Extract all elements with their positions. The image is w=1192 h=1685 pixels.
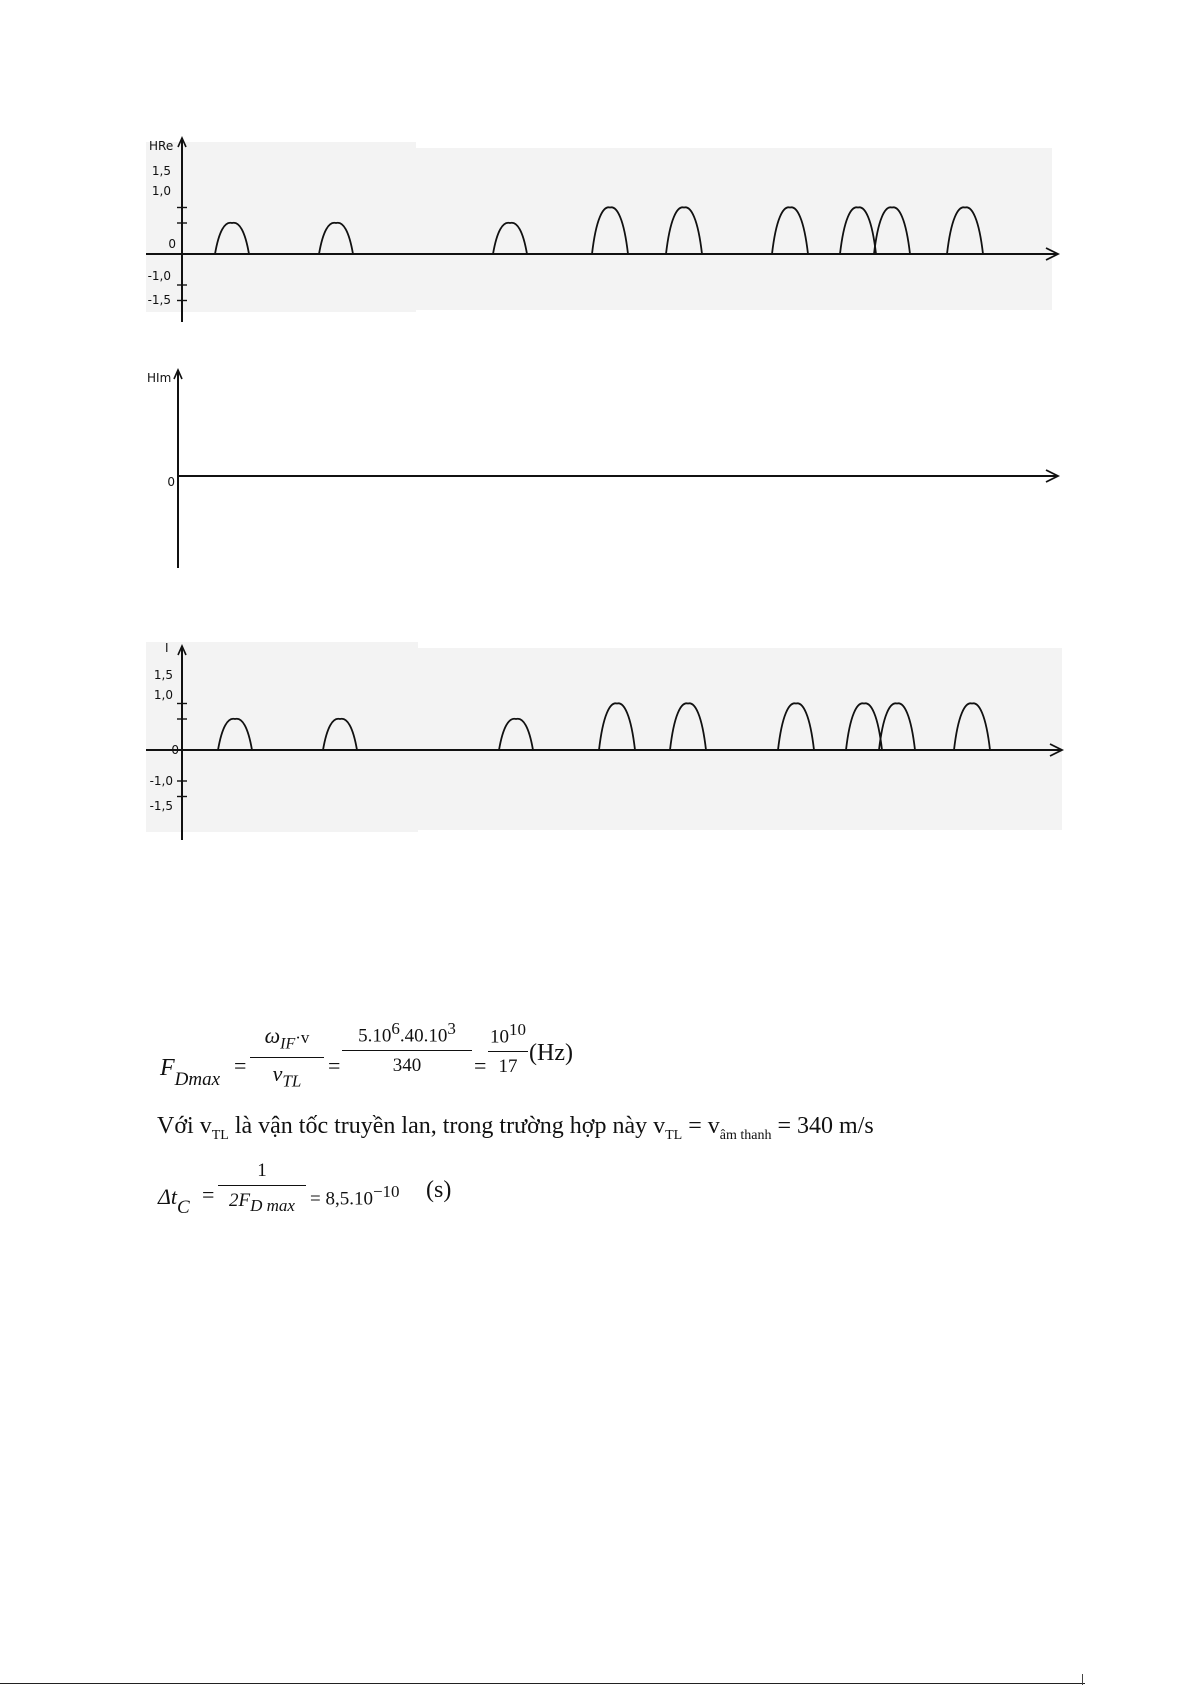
chart-hre-tick-minus-1-5: -1,5	[147, 293, 171, 307]
formula-delta-tc-lhs: $\Delta t_C$	[158, 1184, 190, 1219]
formula-fdmax-unit: (Hz)	[529, 1040, 573, 1066]
explanation-sentence: Với $v_{TL}$ là vận tốc truyền lan, trong trường hợp này $v_{TL} = v_{âm thanh} = 340$ m/s	[157, 1113, 874, 1143]
chart-hre-ylabel: HRe	[149, 139, 174, 153]
formula-fdmax-frac-1: $\omega_{IF}\cdot v$ $v_{TL}$	[250, 1025, 324, 1090]
formula-delta-tc-unit: (s)	[426, 1177, 452, 1203]
formula-delta-tc-rhs: = $8,5.10^{-10}$	[310, 1182, 400, 1210]
chart-i-tick-minus-1-5: -1,5	[149, 799, 173, 813]
chart-him-svg	[0, 360, 1192, 570]
chart-him	[0, 360, 1192, 570]
chart-hre-scan-bg-1	[412, 148, 1052, 310]
chart-hre-svg	[0, 130, 1192, 325]
formula-fdmax-eq-2: =	[328, 1053, 341, 1078]
formula-fdmax-frac-3: $10^{10}$ 17	[490, 1020, 526, 1078]
footer-rule	[0, 1683, 1085, 1684]
footer-mark	[1082, 1674, 1083, 1685]
chart-i-tick-1-5: 1,5	[153, 668, 173, 682]
chart-i-ylabel: I	[165, 641, 169, 655]
chart-i-svg	[0, 630, 1192, 840]
chart-hre	[0, 130, 1192, 325]
formula-fdmax	[0, 1015, 1192, 1115]
chart-i-scan-bg-0	[146, 642, 418, 832]
chart-him-tick-0: 0	[167, 475, 175, 489]
chart-i-tick-1-0: 1,0	[153, 688, 173, 702]
chart-hre-tick-minus-1-0: -1,0	[147, 269, 171, 283]
formula-delta-tc-frac: 1 $2F_{D max}$	[218, 1161, 306, 1214]
formula-delta-tc	[0, 1160, 1192, 1250]
chart-i	[0, 630, 1192, 840]
chart-him-ylabel: HIm	[147, 371, 172, 385]
chart-i-tick-minus-1-0: -1,0	[149, 774, 173, 788]
formula-fdmax-eq-1: =	[234, 1053, 247, 1078]
formula-fdmax-eq-3: =	[474, 1053, 487, 1078]
chart-hre-tick-1-5: 1,5	[151, 164, 171, 178]
formula-delta-tc-eq: =	[202, 1182, 215, 1207]
formula-fdmax-lhs: $F_{Dmax}$	[160, 1055, 221, 1090]
chart-i-scan-bg-1	[412, 648, 1062, 830]
formula-fdmax-frac-2: 5.10$^6$.40.10$^3$ 340	[342, 1020, 472, 1075]
chart-hre-scan-bg-0	[146, 139, 416, 312]
chart-hre-tick-0: 0	[168, 237, 176, 251]
chart-hre-tick-1-0: 1,0	[151, 184, 171, 198]
chart-i-tick-0: 0	[171, 743, 179, 757]
